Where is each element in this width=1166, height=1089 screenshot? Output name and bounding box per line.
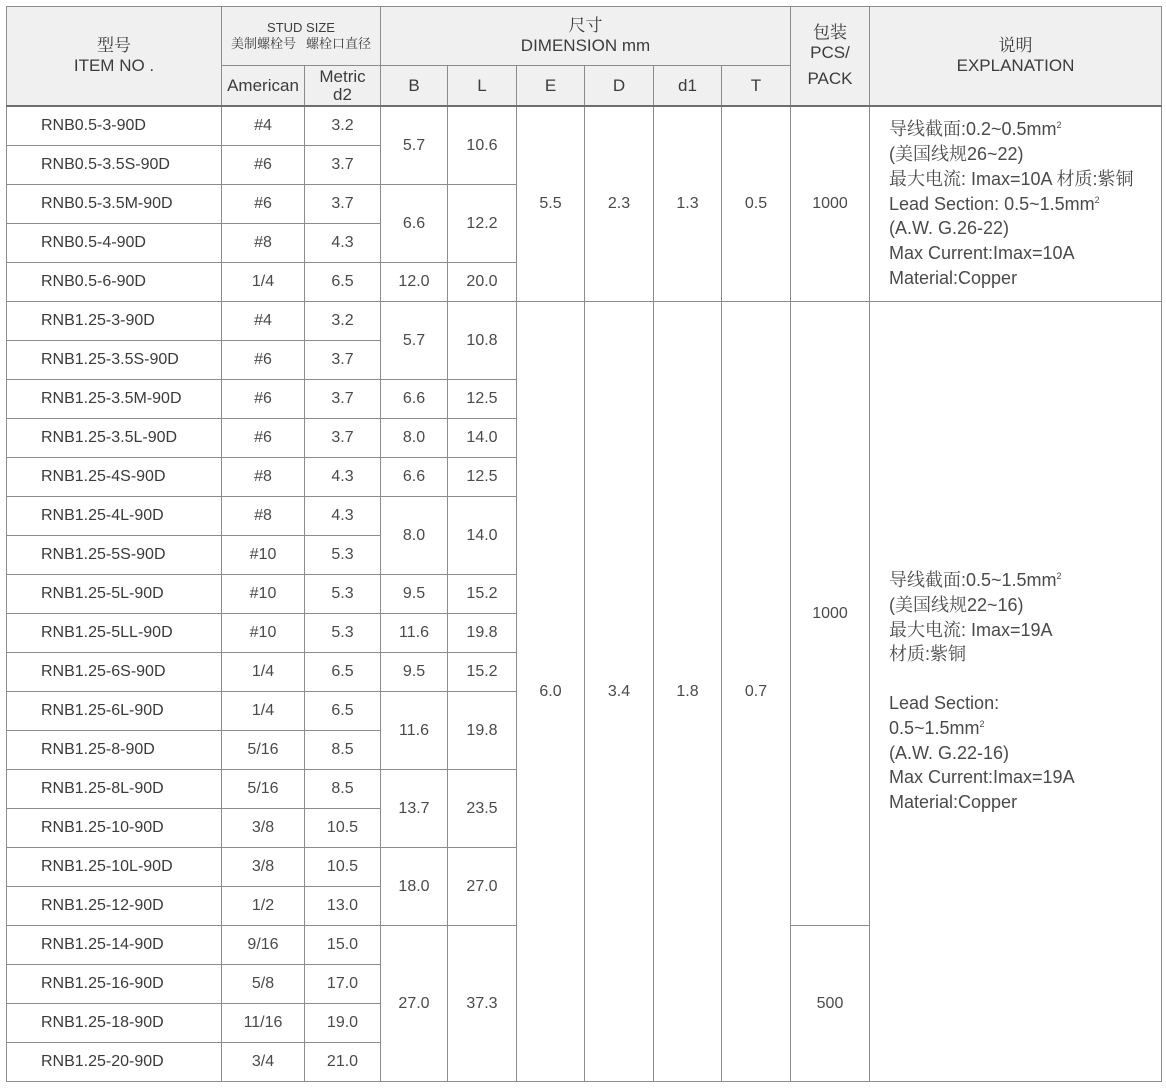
item-no-cell: RNB0.5-3.5M-90D — [7, 185, 222, 224]
header-dimension — [381, 7, 791, 66]
header-pack — [791, 7, 870, 107]
american-size-cell: #4 — [222, 302, 305, 341]
explanation-line: 最大电流: Imax=19A — [889, 619, 1053, 640]
metric-size-cell: 6.5 — [305, 692, 381, 731]
american-size-cell: #4 — [222, 106, 305, 146]
spec-table — [6, 6, 1162, 1082]
header-american: American — [222, 66, 305, 107]
item-no-cell: RNB1.25-10L-90D — [7, 848, 222, 887]
metric-size-cell: 6.5 — [305, 263, 381, 302]
metric-size-cell: 3.7 — [305, 341, 381, 380]
header-d2-label: d2 — [333, 84, 352, 104]
metric-size-cell: 3.7 — [305, 380, 381, 419]
dim-b-cell: 8.0 — [381, 419, 448, 458]
metric-size-cell: 8.5 — [305, 770, 381, 809]
american-size-cell: 1/2 — [222, 887, 305, 926]
metric-size-cell: 21.0 — [305, 1043, 381, 1082]
item-no-cell: RNB1.25-4S-90D — [7, 458, 222, 497]
item-no-cell: RNB1.25-3.5L-90D — [7, 419, 222, 458]
american-size-cell: 1/4 — [222, 692, 305, 731]
metric-size-cell: 3.7 — [305, 146, 381, 185]
dim-d1-cell: 1.3 — [654, 106, 722, 302]
dim-b-cell: 5.7 — [381, 106, 448, 185]
metric-size-cell: 4.3 — [305, 224, 381, 263]
dim-l-cell: 10.8 — [448, 302, 517, 380]
metric-size-cell: 5.3 — [305, 575, 381, 614]
dim-b-cell: 11.6 — [381, 692, 448, 770]
dim-d-cell: 2.3 — [585, 106, 654, 302]
american-size-cell: #6 — [222, 341, 305, 380]
dim-l-cell: 19.8 — [448, 614, 517, 653]
header-pack-en1: PCS/ — [810, 43, 850, 62]
explanation-line: $0.5\sim 1.5mm^2$ — [889, 717, 985, 738]
header-expl-en: EXPLANATION — [956, 56, 1075, 75]
explanation-line: Material:Copper — [889, 267, 1018, 288]
table-row — [7, 302, 1162, 341]
dim-b-cell: 8.0 — [381, 497, 448, 575]
metric-size-cell: 17.0 — [305, 965, 381, 1004]
american-size-cell: #8 — [222, 224, 305, 263]
metric-size-cell: 3.2 — [305, 106, 381, 146]
explanation-line: Max Current:Imax=10A — [889, 243, 1075, 264]
header-item-en: ITEM NO . — [73, 56, 155, 75]
dim-b-cell: 12.0 — [381, 263, 448, 302]
item-no-cell: RNB0.5-4-90D — [7, 224, 222, 263]
metric-size-cell: 10.5 — [305, 809, 381, 848]
item-no-cell: RNB1.25-3-90D — [7, 302, 222, 341]
header-stud-title: STUD SIZE — [267, 20, 335, 35]
dim-l-cell: 10.6 — [448, 106, 517, 185]
american-size-cell: #6 — [222, 380, 305, 419]
metric-size-cell: 3.7 — [305, 419, 381, 458]
metric-size-cell: 4.3 — [305, 497, 381, 536]
header-stud-size — [222, 7, 381, 66]
american-size-cell: #8 — [222, 497, 305, 536]
dim-l-cell: 12.5 — [448, 458, 517, 497]
metric-size-cell: 15.0 — [305, 926, 381, 965]
table-body — [7, 106, 1162, 1082]
item-no-cell: RNB1.25-20-90D — [7, 1043, 222, 1082]
american-size-cell: #10 — [222, 536, 305, 575]
explanation-line: Lead Section: — [889, 693, 1000, 714]
header-col-b: B — [381, 66, 448, 107]
metric-size-cell: 4.3 — [305, 458, 381, 497]
american-size-cell: 11/16 — [222, 1004, 305, 1043]
american-size-cell: 5/8 — [222, 965, 305, 1004]
metric-size-cell: 6.5 — [305, 653, 381, 692]
american-size-cell: #6 — [222, 146, 305, 185]
dim-l-cell: 15.2 — [448, 653, 517, 692]
metric-size-cell: 10.5 — [305, 848, 381, 887]
dim-l-cell: 12.5 — [448, 380, 517, 419]
item-no-cell: RNB1.25-5S-90D — [7, 536, 222, 575]
american-size-cell: 1/4 — [222, 653, 305, 692]
dim-l-cell: 14.0 — [448, 497, 517, 575]
metric-size-cell: 13.0 — [305, 887, 381, 926]
item-no-cell: RNB1.25-8-90D — [7, 731, 222, 770]
dim-b-cell: 13.7 — [381, 770, 448, 848]
dim-l-cell: 12.2 — [448, 185, 517, 263]
item-no-cell: RNB0.5-6-90D — [7, 263, 222, 302]
american-size-cell: 3/4 — [222, 1043, 305, 1082]
metric-size-cell: 3.2 — [305, 302, 381, 341]
explanation-line: 最大电流: Imax=10A 材质:紫铜 — [889, 168, 1134, 189]
dim-l-cell: 27.0 — [448, 848, 517, 926]
american-size-cell: #6 — [222, 185, 305, 224]
pack-qty-cell: 1000 — [791, 302, 870, 926]
metric-size-cell: 5.3 — [305, 536, 381, 575]
table-row — [7, 106, 1162, 146]
american-size-cell: 9/16 — [222, 926, 305, 965]
explanation-line: 材质:紫铜 — [889, 644, 967, 665]
dim-l-cell: 14.0 — [448, 419, 517, 458]
header-dim-cn: 尺寸 — [568, 16, 603, 35]
dim-d-cell: 3.4 — [585, 302, 654, 1082]
header-stud-sub-a: 美制螺栓号 — [230, 36, 296, 51]
item-no-cell: RNB1.25-5L-90D — [7, 575, 222, 614]
item-no-cell: RNB0.5-3-90D — [7, 106, 222, 146]
dim-t-cell: 0.7 — [722, 302, 791, 1082]
explanation-line: (美国线规26~22) — [889, 144, 1024, 164]
item-no-cell: RNB1.25-6L-90D — [7, 692, 222, 731]
superscript: 2 — [1056, 570, 1062, 581]
dim-l-cell: 23.5 — [448, 770, 517, 848]
metric-size-cell: 5.3 — [305, 614, 381, 653]
metric-size-cell: 8.5 — [305, 731, 381, 770]
header-pack-en2: PACK — [807, 69, 853, 88]
item-no-cell: RNB1.25-6S-90D — [7, 653, 222, 692]
dim-b-cell: 6.6 — [381, 185, 448, 263]
dim-b-cell: 5.7 — [381, 302, 448, 380]
explanation-line: Material:Copper — [889, 792, 1018, 813]
header-explanation — [870, 7, 1162, 107]
item-no-cell: RNB0.5-3.5S-90D — [7, 146, 222, 185]
american-size-cell: #10 — [222, 614, 305, 653]
dim-b-cell: 6.6 — [381, 380, 448, 419]
header-item-no — [7, 7, 222, 107]
dim-b-cell: 9.5 — [381, 575, 448, 614]
header-col-d: D — [585, 66, 654, 107]
american-size-cell: 5/16 — [222, 770, 305, 809]
dim-l-cell: 20.0 — [448, 263, 517, 302]
dim-l-cell: 37.3 — [448, 926, 517, 1082]
item-no-cell: RNB1.25-3.5M-90D — [7, 380, 222, 419]
explanation-line: 导线截面$:0.5\sim 1.5mm^2$ — [889, 569, 1062, 590]
header-metric — [305, 66, 381, 107]
american-size-cell: 1/4 — [222, 263, 305, 302]
item-no-cell: RNB1.25-5LL-90D — [7, 614, 222, 653]
american-size-cell: 3/8 — [222, 848, 305, 887]
header-col-e: E — [517, 66, 585, 107]
header-col-l: L — [448, 66, 517, 107]
header-expl-cn: 说明 — [998, 36, 1033, 55]
dim-b-cell: 18.0 — [381, 848, 448, 926]
american-size-cell: 3/8 — [222, 809, 305, 848]
explanation-line: (A.W. G.22-16) — [889, 742, 1010, 763]
dim-d1-cell: 1.8 — [654, 302, 722, 1082]
explanation-line: (A.W. G.26-22) — [889, 218, 1010, 239]
dim-e-cell: 6.0 — [517, 302, 585, 1082]
item-no-cell: RNB1.25-18-90D — [7, 1004, 222, 1043]
dim-b-cell: 11.6 — [381, 614, 448, 653]
item-no-cell: RNB1.25-16-90D — [7, 965, 222, 1004]
item-no-cell: RNB1.25-3.5S-90D — [7, 341, 222, 380]
superscript: 2 — [1056, 120, 1062, 131]
header-metric-label: Metric — [319, 66, 366, 86]
dim-l-cell: 15.2 — [448, 575, 517, 614]
item-no-cell: RNB1.25-10-90D — [7, 809, 222, 848]
explanation-cell — [870, 106, 1162, 302]
dim-b-cell: 9.5 — [381, 653, 448, 692]
explanation-line: 导线截面$:0.2\sim 0.5mm^2$ — [889, 119, 1062, 140]
explanation-line: (美国线规22~16) — [889, 594, 1024, 615]
header-pack-cn: 包装 — [813, 23, 847, 42]
item-no-cell: RNB1.25-8L-90D — [7, 770, 222, 809]
dim-e-cell: 5.5 — [517, 106, 585, 302]
dim-b-cell: 27.0 — [381, 926, 448, 1082]
metric-size-cell: 3.7 — [305, 185, 381, 224]
dim-l-cell: 19.8 — [448, 692, 517, 770]
metric-size-cell: 19.0 — [305, 1004, 381, 1043]
header-dim-en: DIMENSION mm — [520, 36, 651, 55]
header-col-t: T — [722, 66, 791, 107]
american-size-cell: #10 — [222, 575, 305, 614]
pack-qty-cell: 1000 — [791, 106, 870, 302]
item-no-cell: RNB1.25-12-90D — [7, 887, 222, 926]
item-no-cell: RNB1.25-14-90D — [7, 926, 222, 965]
superscript: 2 — [1094, 194, 1100, 205]
header-item-cn: 型号 — [97, 36, 131, 55]
superscript: 2 — [979, 718, 985, 729]
explanation-line: Max Current:Imax=19A — [889, 767, 1075, 788]
dim-b-cell: 6.6 — [381, 458, 448, 497]
header-col-d1: d1 — [654, 66, 722, 107]
american-size-cell: #8 — [222, 458, 305, 497]
pack-qty-cell: 500 — [791, 926, 870, 1082]
explanation-cell — [870, 302, 1162, 1082]
item-no-cell: RNB1.25-4L-90D — [7, 497, 222, 536]
american-size-cell: 5/16 — [222, 731, 305, 770]
explanation-line: Lead Section: $0.5\sim 1.5mm^2$ — [889, 193, 1100, 214]
dim-t-cell: 0.5 — [722, 106, 791, 302]
american-size-cell: #6 — [222, 419, 305, 458]
header-stud-sub-b: 螺栓口直径 — [305, 36, 371, 51]
